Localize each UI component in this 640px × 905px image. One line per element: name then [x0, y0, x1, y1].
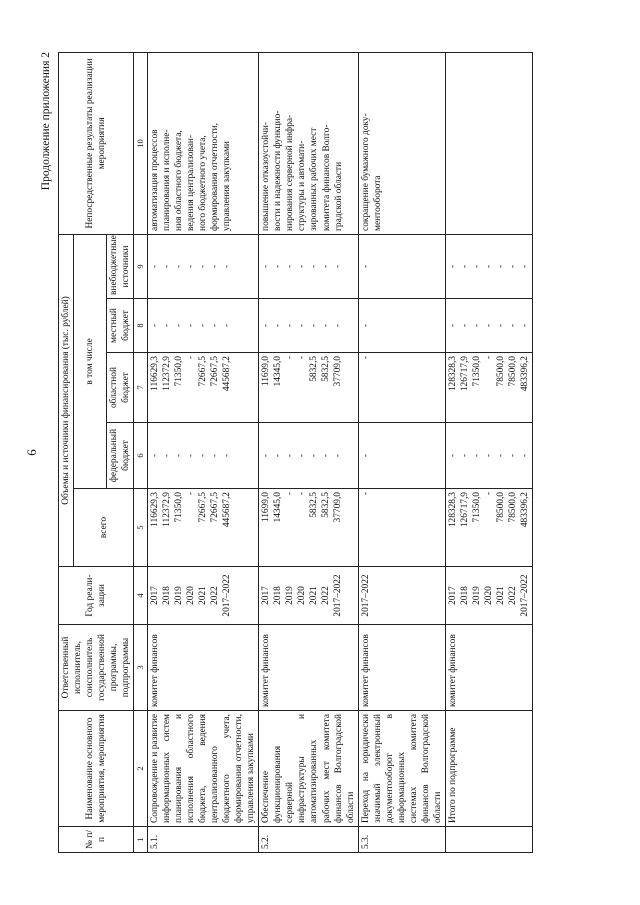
federal-cell: - — [447, 453, 458, 458]
table-row — [148, 52, 259, 852]
local-cell: - — [222, 323, 233, 328]
result-line: градской области — [333, 161, 344, 231]
extra-cell: - — [507, 264, 518, 269]
total-cell: 14345,0 — [273, 492, 284, 523]
year-cell: 2022 — [507, 586, 518, 605]
federal-cell: - — [162, 453, 173, 458]
local-column — [445, 299, 532, 353]
local-column — [259, 299, 358, 353]
extra-cell: - — [447, 264, 458, 269]
total-cell: 78500,0 — [507, 492, 518, 523]
year-cell: 2017 — [261, 586, 272, 605]
local-cell: - — [507, 323, 518, 328]
year-cell: 2017 — [447, 586, 458, 605]
local-cell: - — [333, 323, 344, 328]
column-index-row — [134, 52, 148, 852]
total-column — [148, 489, 259, 567]
result-line: ного бюджетного учета, — [198, 135, 209, 231]
local-cell: - — [162, 323, 173, 328]
federal-cell: - — [507, 453, 518, 458]
page-number: 6 — [24, 449, 39, 456]
year-cell: 2017 — [150, 586, 161, 605]
local-cell: - — [186, 323, 197, 328]
year-cell: 2021 — [198, 586, 209, 605]
year-cell: 2019 — [174, 586, 185, 605]
column-index: 3 — [134, 625, 148, 711]
extra-cell: - — [495, 264, 506, 269]
extra-column — [259, 234, 358, 298]
year-cell: 2018 — [459, 586, 470, 605]
regional-cell: - — [483, 356, 494, 360]
local-cell: - — [321, 323, 332, 328]
extra-cell: - — [459, 264, 470, 269]
extra-cell: - — [321, 264, 332, 269]
column-index: 8 — [134, 299, 148, 353]
extra-cell: - — [273, 264, 284, 269]
year-column — [445, 567, 532, 625]
responsible-executor: комитет финансов — [358, 625, 445, 711]
federal-column — [259, 423, 358, 489]
header-including: в том числе — [74, 234, 107, 488]
year-column — [148, 567, 259, 625]
result-line: ния областного бюджета, — [174, 130, 185, 231]
regional-column — [445, 353, 532, 423]
table-body — [148, 52, 533, 852]
year-cell: 2019 — [471, 586, 482, 605]
federal-column — [148, 423, 259, 489]
regional-cell: 14345,0 — [273, 356, 284, 387]
federal-cell: - — [150, 453, 161, 458]
local-cell: - — [285, 323, 296, 328]
year-cell: 2017–2022 — [333, 574, 344, 617]
local-cell: - — [261, 323, 272, 328]
total-cell: - — [360, 492, 371, 496]
responsible-executor: комитет финансов — [148, 625, 259, 711]
measure-name: Переход на юридически значимый электронный документооборот в информационных системах комитета финансов Волгоградской области — [358, 711, 445, 827]
header-year: Год реали-зации — [59, 567, 134, 625]
extra-cell: - — [222, 264, 233, 269]
year-cell: 2017–2022 — [360, 574, 371, 617]
header-local: местный бюджет — [107, 299, 134, 353]
total-column — [445, 489, 532, 567]
year-column — [259, 567, 358, 625]
local-cell: - — [174, 323, 185, 328]
result-line: формирования отчетности, — [210, 122, 221, 231]
local-cell: - — [198, 323, 209, 328]
result-line: автоматизация процессов — [150, 129, 161, 231]
regional-cell: 116629,3 — [150, 356, 161, 391]
federal-cell: - — [261, 453, 272, 458]
result-line: ментооборота — [372, 175, 383, 231]
year-cell: 2021 — [495, 586, 506, 605]
total-cell: 71350,0 — [174, 492, 185, 523]
total-cell: 112372,9 — [162, 492, 173, 527]
total-cell: 72667,5 — [210, 492, 221, 523]
regional-cell: 112372,9 — [162, 356, 173, 391]
column-index: 9 — [134, 234, 148, 298]
year-cell: 2022 — [321, 586, 332, 605]
year-cell: 2020 — [297, 586, 308, 605]
extra-column — [445, 234, 532, 298]
federal-cell: - — [309, 453, 320, 458]
result-line: комитета финансов Волго- — [321, 124, 332, 231]
regional-cell: 445687,2 — [222, 356, 233, 392]
extra-cell: - — [333, 264, 344, 269]
total-cell: 11699,0 — [261, 492, 272, 523]
federal-column — [445, 423, 532, 489]
local-cell: - — [150, 323, 161, 328]
responsible-executor: комитет финансов — [259, 625, 358, 711]
total-cell: 37709,0 — [333, 492, 344, 523]
federal-cell: - — [222, 453, 233, 458]
result-line: повышение отказоустойчи- — [261, 122, 272, 231]
regional-cell: - — [186, 356, 197, 360]
federal-column — [358, 423, 445, 489]
table-row — [358, 52, 445, 852]
federal-cell: - — [519, 453, 530, 458]
federal-cell: - — [459, 453, 470, 458]
extra-cell: - — [210, 264, 221, 269]
local-cell: - — [447, 323, 458, 328]
extra-cell: - — [519, 264, 530, 269]
total-cell: 483396,2 — [519, 492, 530, 528]
row-number: 5.3. — [358, 827, 445, 853]
federal-cell: - — [186, 453, 197, 458]
total-cell: 126717,9 — [459, 492, 470, 528]
year-cell: 2020 — [186, 586, 197, 605]
local-cell: - — [519, 323, 530, 328]
federal-cell: - — [210, 453, 221, 458]
result-line: сокращение бумажного доку- — [360, 113, 371, 231]
federal-cell: - — [333, 453, 344, 458]
responsible-executor: комитет финансов — [445, 625, 532, 711]
header-responsible: Ответственный исполнитель, соисполнитель государственной программы, подпрограммы — [59, 625, 134, 711]
column-index: 7 — [134, 353, 148, 423]
federal-cell: - — [273, 453, 284, 458]
regional-cell: 78500,0 — [507, 356, 518, 387]
federal-cell: - — [495, 453, 506, 458]
extra-cell: - — [285, 264, 296, 269]
total-cell: - — [186, 492, 197, 496]
regional-cell: 128328,3 — [447, 356, 458, 392]
regional-cell: 72667,5 — [198, 356, 209, 387]
regional-cell: - — [297, 356, 308, 360]
header-results: Непосредственные результаты реализации мероприятия — [59, 52, 134, 234]
continuation-label: Продолжение приложения 2 — [40, 52, 52, 191]
year-cell: 2018 — [273, 586, 284, 605]
total-cell: 78500,0 — [495, 492, 506, 523]
extra-cell: - — [471, 264, 482, 269]
header-num: № п/п — [59, 827, 134, 853]
extra-cell: - — [198, 264, 209, 269]
result-description — [445, 52, 532, 234]
total-cell: 5832,5 — [309, 492, 320, 518]
total-cell: - — [297, 492, 308, 496]
federal-cell: - — [360, 453, 371, 458]
extra-cell: - — [483, 264, 494, 269]
extra-column — [358, 234, 445, 298]
extra-cell: - — [150, 264, 161, 269]
column-index: 5 — [134, 489, 148, 567]
table-row — [445, 52, 532, 852]
extra-cell: - — [261, 264, 272, 269]
local-cell: - — [483, 323, 494, 328]
column-index: 6 — [134, 423, 148, 489]
total-column — [358, 489, 445, 567]
result-line: структуры и автомати- — [297, 140, 308, 231]
federal-cell: - — [483, 453, 494, 458]
total-cell: 128328,3 — [447, 492, 458, 528]
extra-column — [148, 234, 259, 298]
regional-cell: 5832,5 — [321, 356, 332, 382]
federal-cell: - — [471, 453, 482, 458]
year-cell: 2021 — [309, 586, 320, 605]
result-line: планирования и исполне- — [162, 129, 173, 231]
local-cell: - — [273, 323, 284, 328]
federal-cell: - — [198, 453, 209, 458]
measure-name: Сопровождение и развитие информационных систем планирования и исполнения областного бюджета, ведения централизованного бюджетного учета, формирования отчетности, управления закупками — [148, 711, 259, 827]
result-line: управления закупками — [222, 141, 233, 231]
total-cell: 5832,5 — [321, 492, 332, 518]
local-cell: - — [471, 323, 482, 328]
result-line: вости и надежности функцио- — [273, 110, 284, 231]
total-column — [259, 489, 358, 567]
result-description — [358, 52, 445, 234]
local-cell: - — [495, 323, 506, 328]
regional-column — [148, 353, 259, 423]
regional-cell: 126717,9 — [459, 356, 470, 392]
total-cell: 71350,0 — [471, 492, 482, 523]
local-cell: - — [297, 323, 308, 328]
regional-cell: 483396,2 — [519, 356, 530, 392]
total-cell: 116629,3 — [150, 492, 161, 527]
year-cell: 2017–2022 — [519, 574, 530, 617]
row-number: 5.2. — [259, 827, 358, 853]
measure-name: Обеспечение функционирования серверной инфраструктуры и автоматизированных рабочих мест комитета финансов Волгоградской области — [259, 711, 358, 827]
result-line: зированных рабочих мест — [309, 127, 320, 231]
year-cell: 2018 — [162, 586, 173, 605]
local-column — [148, 299, 259, 353]
result-description — [148, 52, 259, 234]
regional-cell: 11699,0 — [261, 356, 272, 387]
header-name: Наименование основного мероприятия, мероприятия — [59, 711, 134, 827]
financing-table — [58, 52, 533, 853]
year-cell: 2019 — [285, 586, 296, 605]
regional-cell: 78500,0 — [495, 356, 506, 387]
table-row — [259, 52, 358, 852]
regional-cell: 37709,0 — [333, 356, 344, 387]
regional-cell: 71350,0 — [471, 356, 482, 387]
year-cell: 2020 — [483, 586, 494, 605]
local-cell: - — [309, 323, 320, 328]
header-federal: федеральный бюджет — [107, 423, 134, 489]
regional-cell: 71350,0 — [174, 356, 185, 387]
extra-cell: - — [186, 264, 197, 269]
extra-cell: - — [360, 264, 371, 269]
result-description — [259, 52, 358, 234]
federal-cell: - — [174, 453, 185, 458]
year-column — [358, 567, 445, 625]
column-index: 1 — [134, 827, 148, 853]
regional-cell: 72667,5 — [210, 356, 221, 387]
extra-cell: - — [162, 264, 173, 269]
header-regional: областной бюджет — [107, 353, 134, 423]
regional-column — [358, 353, 445, 423]
total-cell: - — [285, 492, 296, 496]
extra-cell: - — [309, 264, 320, 269]
row-number — [445, 827, 532, 853]
regional-cell: - — [285, 356, 296, 360]
local-cell: - — [360, 323, 371, 328]
result-line: ведения централизован- — [186, 134, 197, 231]
year-cell: 2017–2022 — [222, 574, 233, 617]
local-column — [358, 299, 445, 353]
column-index: 4 — [134, 567, 148, 625]
total-cell: 445687,2 — [222, 492, 233, 528]
row-number: 5.1. — [148, 827, 259, 853]
local-cell: - — [459, 323, 470, 328]
table-header — [59, 52, 148, 852]
header-total: всего — [74, 489, 134, 567]
federal-cell: - — [321, 453, 332, 458]
total-cell: - — [483, 492, 494, 496]
federal-cell: - — [285, 453, 296, 458]
column-index: 10 — [134, 52, 148, 234]
extra-cell: - — [174, 264, 185, 269]
header-extra: внебюджетные источники — [107, 234, 134, 298]
total-cell: 72667,5 — [198, 492, 209, 523]
regional-cell: 5832,5 — [309, 356, 320, 382]
regional-cell: - — [360, 356, 371, 360]
header-volumes: Объемы и источники финансирования (тыс. рублей) — [59, 234, 74, 566]
local-cell: - — [210, 323, 221, 328]
measure-name: Итого по подпрограмме — [445, 711, 532, 827]
column-index: 2 — [134, 711, 148, 827]
year-cell: 2022 — [210, 586, 221, 605]
regional-column — [259, 353, 358, 423]
result-line: нирования серверной инфра- — [285, 114, 296, 231]
extra-cell: - — [297, 264, 308, 269]
federal-cell: - — [297, 453, 308, 458]
